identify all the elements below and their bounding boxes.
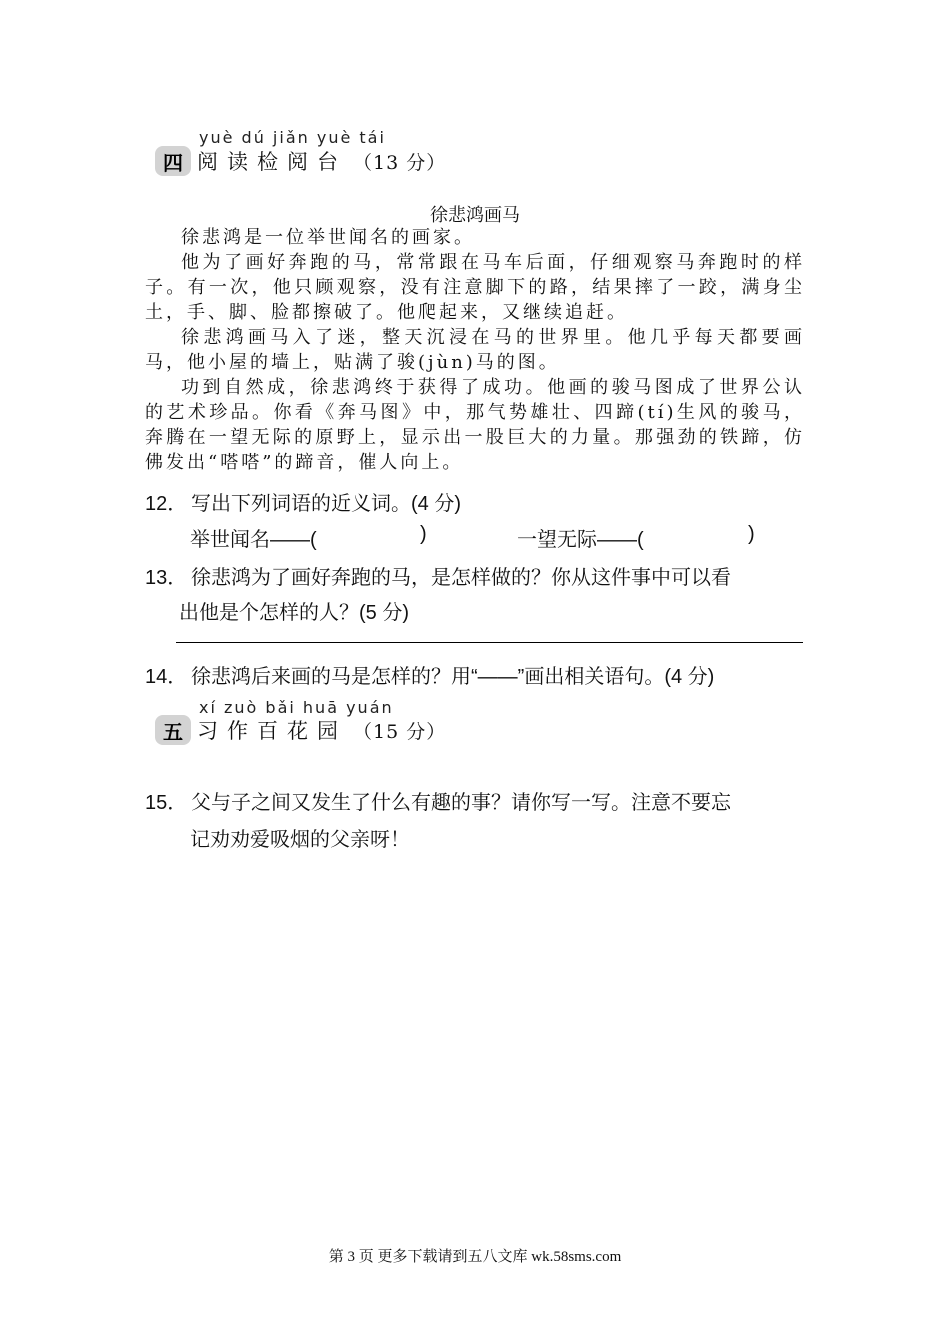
article-body bbox=[145, 225, 805, 475]
question-number: 12． bbox=[145, 493, 188, 515]
question-text: 写出下列词语的近义词。(4 分) bbox=[191, 493, 461, 515]
section5-title: 习作百花园 bbox=[197, 719, 347, 743]
section5-score: （15 分） bbox=[353, 720, 447, 743]
section5-badge: 五 bbox=[155, 715, 191, 745]
article-title: 徐悲鸿画马 bbox=[430, 205, 520, 226]
question-text-continued: 记劝劝爱吸烟的父亲呀！ bbox=[190, 829, 410, 851]
section5-pinyin: xí zuò bǎi huā yuán bbox=[199, 698, 394, 717]
question-15 bbox=[145, 786, 731, 815]
section4-title: 阅读检阅台 bbox=[197, 150, 347, 174]
section4-badge: 四 bbox=[155, 146, 191, 176]
q12-item2-blank[interactable]: ) bbox=[748, 523, 755, 545]
article-paragraph: 徐悲鸿画马入了迷，整天沉浸在马的世界里。他几乎每天都要画马，他小屋的墙上，贴满了骏(jùn)马的图。 bbox=[145, 327, 805, 373]
question-number: 15． bbox=[145, 792, 188, 814]
section4-score: （13 分） bbox=[353, 151, 447, 174]
question-14 bbox=[145, 660, 714, 689]
question-number: 14． bbox=[145, 666, 188, 688]
question-text: 父与子之间又发生了什么有趣的事？请你写一写。注意不要忘 bbox=[191, 792, 731, 814]
section4-pinyin: yuè dú jiǎn yuè tái bbox=[199, 128, 386, 147]
article-paragraph: 他为了画好奔跑的马，常常跟在马车后面，仔细观察马奔跑时的样子。有一次，他只顾观察，没有注意脚下的路，结果摔了一跤，满身尘土，手、脚、脸都擦破了。他爬起来，又继续追赶。 bbox=[145, 252, 805, 323]
question-text-continued: 出他是个怎样的人？(5 分) bbox=[179, 602, 409, 624]
question-12 bbox=[145, 487, 461, 516]
q12-item2-label: 一望无际——( bbox=[517, 529, 644, 551]
section5-header bbox=[155, 715, 446, 745]
q12-item1-blank[interactable]: ) bbox=[420, 523, 427, 545]
question-13 bbox=[145, 561, 731, 590]
question-number: 13． bbox=[145, 567, 188, 589]
article-paragraph: 功到自然成，徐悲鸿终于获得了成功。他画的骏马图成了世界公认的艺术珍品。你看《奔马图》中，那气势雄壮、四蹄(tí)生风的骏马，奔腾在一望无际的原野上，显示出一股巨大的力量。那强劲的铁蹄，仿佛发出“嗒嗒”的蹄音，催人向上。 bbox=[145, 377, 805, 473]
section4-header bbox=[155, 146, 446, 176]
article-paragraph: 徐悲鸿是一位举世闻名的画家。 bbox=[181, 227, 475, 248]
question-text: 徐悲鸿为了画好奔跑的马，是怎样做的？你从这件事中可以看 bbox=[191, 567, 731, 589]
answer-line[interactable] bbox=[176, 642, 803, 643]
question-text: 徐悲鸿后来画的马是怎样的？用“——”画出相关语句。(4 分) bbox=[191, 666, 715, 688]
q12-item1-label: 举世闻名——( bbox=[190, 529, 317, 551]
page-footer: 第 3 页 更多下载请到五八文库 wk.58sms.com bbox=[328, 1249, 622, 1265]
